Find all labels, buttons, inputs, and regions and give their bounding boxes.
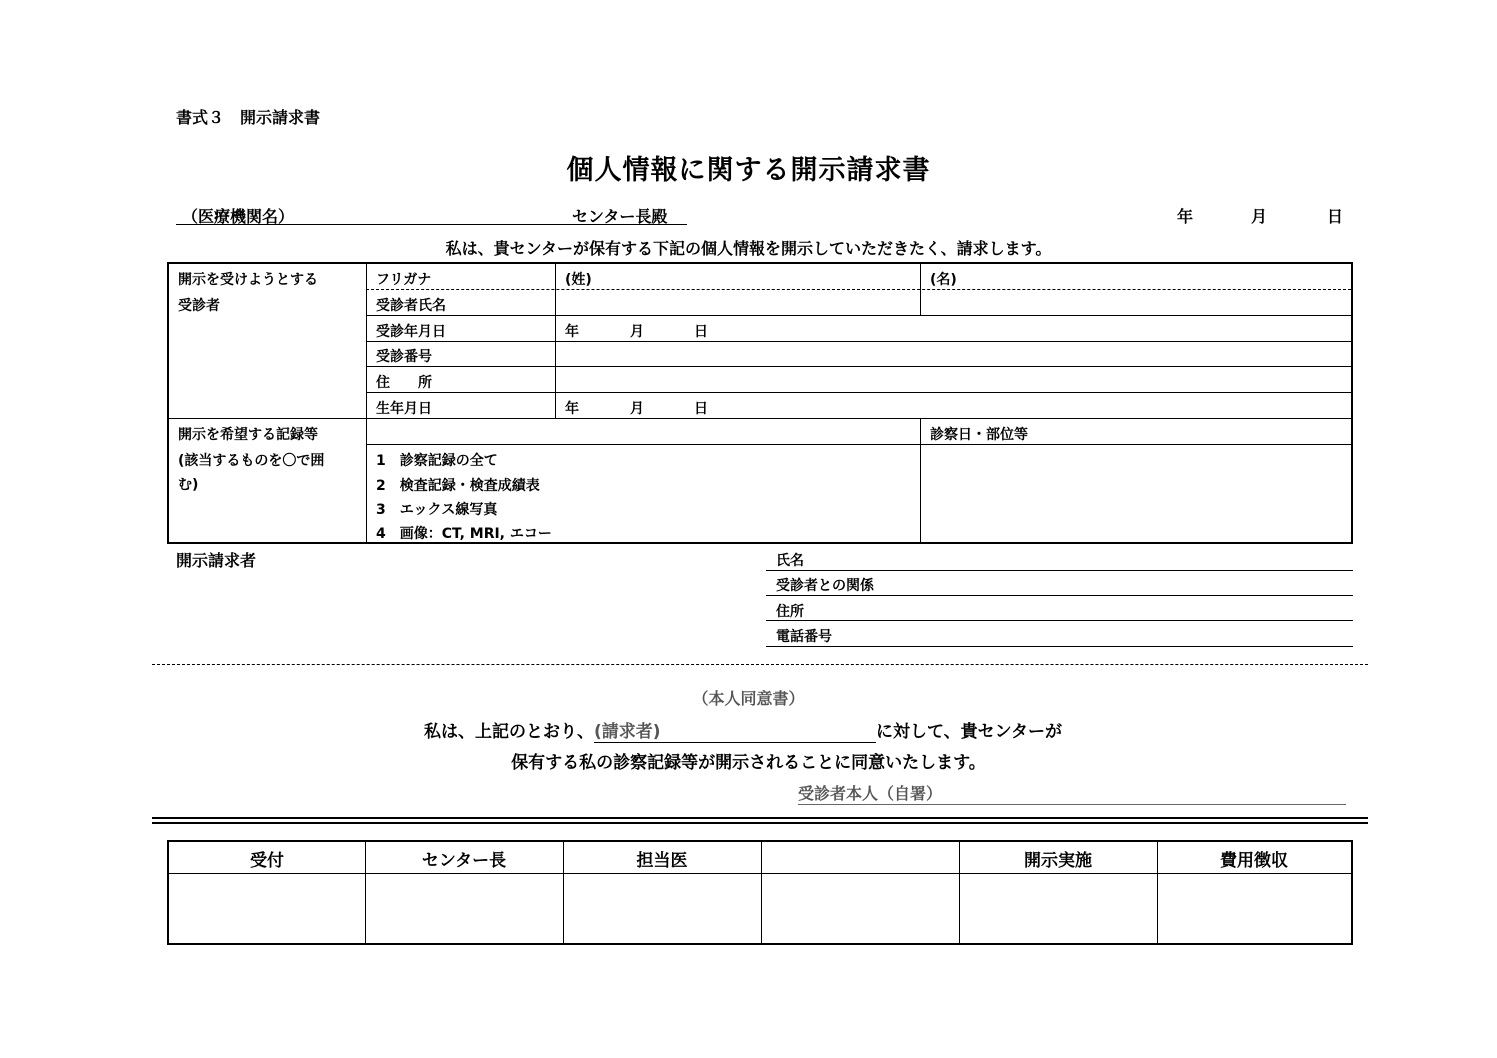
office-use-table	[167, 840, 1353, 945]
table-divider	[366, 366, 1351, 367]
table-divider	[366, 264, 367, 542]
table-divider	[366, 392, 1351, 393]
patient-section-label: 受診者	[178, 298, 220, 314]
requester-name-line[interactable]	[766, 570, 1353, 571]
table-divider	[366, 289, 1351, 290]
office-header-doctor: 担当医	[636, 851, 688, 871]
birth-date-label: 生年月日	[376, 401, 432, 417]
office-header-fee: 費用徴収	[1220, 851, 1288, 871]
request-date-day[interactable]: 日	[1327, 207, 1344, 226]
records-section-label: 開示を希望する記録等	[178, 427, 318, 443]
consent-heading: （本人同意書）	[692, 689, 805, 708]
office-header-disclosure: 開示実施	[1024, 851, 1092, 871]
consent-text	[424, 717, 1062, 743]
address-label: 住 所	[376, 375, 432, 391]
requester-relation-label: 受診者との関係	[776, 578, 874, 594]
birth-date-day[interactable]: 日	[694, 401, 708, 417]
requester-phone-label: 電話番号	[776, 629, 832, 645]
exam-number-label: 受診番号	[376, 349, 432, 365]
given-name-field[interactable]: (名)	[930, 272, 957, 288]
records-section-label: (該当するものを〇で囲	[178, 453, 325, 469]
exam-date-month[interactable]: 月	[630, 324, 644, 340]
table-divider	[761, 842, 762, 943]
double-rule	[152, 817, 1368, 819]
institution-label: （医療機関名）	[182, 207, 295, 226]
patient-name-label: 受診者氏名	[376, 298, 446, 314]
exam-date-label: 受診年月日	[376, 324, 446, 340]
consent-text-line2: 保有する私の診察記録等が開示されることに同意いたします。	[511, 753, 986, 773]
exam-date-year[interactable]: 年	[565, 324, 579, 340]
table-divider	[366, 341, 1351, 342]
cut-line	[152, 664, 1368, 665]
requester-name-label: 氏名	[776, 553, 804, 569]
patient-section-label: 開示を受けようとする	[178, 272, 318, 288]
surname-field[interactable]: (姓)	[565, 272, 592, 288]
birth-date-year[interactable]: 年	[565, 401, 579, 417]
exam-detail-header: 診察日・部位等	[930, 427, 1028, 443]
signature-field[interactable]: 受診者本人（自署）	[798, 781, 1346, 805]
form-label: 書式３ 開示請求書	[176, 108, 321, 127]
records-section-label: む)	[178, 477, 199, 493]
record-option[interactable]: 2 検査記録・検査成績表	[376, 478, 540, 494]
center-chief-label: センター長殿	[572, 207, 668, 226]
request-date-month[interactable]: 月	[1251, 207, 1268, 226]
record-option[interactable]: 1 診察記録の全て	[376, 453, 498, 469]
disclosure-table	[167, 262, 1353, 544]
page-title: 個人情報に関する開示請求書	[566, 155, 931, 186]
exam-date-day[interactable]: 日	[694, 324, 708, 340]
table-divider	[169, 418, 1351, 419]
table-divider	[169, 873, 1351, 874]
office-header-center-chief: センター長	[421, 851, 507, 871]
record-option[interactable]: 3 エックス線写真	[376, 502, 498, 518]
office-header-reception: 受付	[250, 851, 284, 871]
consent-prefix: 私は、上記のとおり、	[424, 722, 594, 742]
table-divider	[366, 444, 1351, 445]
request-date-year[interactable]: 年	[1177, 207, 1194, 226]
table-divider	[366, 315, 1351, 316]
request-statement: 私は、貴センターが保有する下記の個人情報を開示していただきたく、請求します。	[445, 239, 1052, 258]
table-divider	[920, 418, 921, 542]
record-option[interactable]: 4 画像：CT, MRI, エコー	[376, 526, 552, 542]
birth-date-month[interactable]: 月	[630, 401, 644, 417]
requester-address-line[interactable]	[766, 620, 1353, 621]
double-rule	[152, 822, 1368, 824]
consent-suffix: に対して、貴センターが	[876, 722, 1062, 742]
requester-heading: 開示請求者	[176, 551, 257, 570]
furigana-label: フリガナ	[376, 272, 432, 288]
consent-requester-field[interactable]: (請求者)	[594, 717, 876, 743]
requester-phone-line[interactable]	[766, 646, 1353, 647]
institution-field[interactable]	[176, 204, 687, 225]
requester-address-label: 住所	[776, 604, 804, 620]
requester-relation-line[interactable]	[766, 595, 1353, 596]
